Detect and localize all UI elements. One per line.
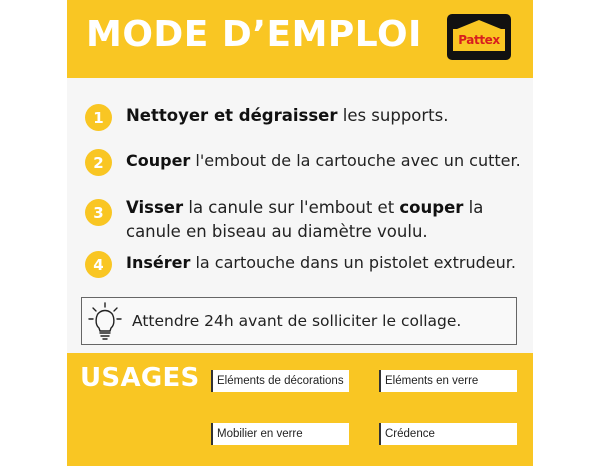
step-plain-text: la canule en biseau au diamètre voulu. bbox=[126, 198, 484, 241]
step-plain-text: l'embout de la cartouche avec un cutter. bbox=[190, 151, 521, 170]
step-1 bbox=[85, 104, 511, 131]
step-4 bbox=[85, 251, 526, 278]
step-text bbox=[126, 104, 511, 128]
step-2 bbox=[85, 149, 526, 176]
step-number-badge: 1 bbox=[85, 104, 112, 131]
usages-band bbox=[67, 353, 533, 466]
tip-text: Attendre 24h avant de solliciter le collage. bbox=[132, 312, 462, 330]
usage-item: Eléments de décorations bbox=[211, 370, 349, 392]
step-plain-text: la cartouche dans un pistolet extrudeur. bbox=[190, 253, 516, 272]
logo-text: Pattex bbox=[458, 33, 500, 47]
page-title: MODE D’EMPLOI bbox=[86, 14, 422, 55]
step-bold-text: Visser bbox=[126, 198, 184, 217]
header-band bbox=[67, 0, 533, 78]
logo-label-box bbox=[453, 29, 505, 51]
step-3 bbox=[85, 196, 511, 244]
step-number-badge: 2 bbox=[85, 149, 112, 176]
pattex-logo bbox=[447, 14, 511, 60]
instructions-card bbox=[67, 0, 533, 466]
step-plain-text: la canule sur l'embout et bbox=[183, 198, 400, 217]
tip-box bbox=[81, 297, 517, 345]
step-bold-text: Insérer bbox=[126, 253, 191, 272]
step-text bbox=[126, 196, 511, 244]
step-bold-text: Nettoyer et dégraisser bbox=[126, 106, 338, 125]
step-bold-text: Couper bbox=[126, 151, 191, 170]
step-plain-text: les supports. bbox=[337, 106, 449, 125]
usage-item: Crédence bbox=[379, 423, 517, 445]
logo-roof-shape bbox=[457, 20, 501, 29]
step-text bbox=[126, 251, 526, 275]
usage-item: Mobilier en verre bbox=[211, 423, 349, 445]
step-number-badge: 4 bbox=[85, 251, 112, 278]
step-text bbox=[126, 149, 526, 173]
step-bold-text: couper bbox=[399, 198, 464, 217]
step-number-badge: 3 bbox=[85, 199, 112, 226]
lightbulb-icon bbox=[88, 301, 122, 341]
usage-item: Eléments en verre bbox=[379, 370, 517, 392]
usages-title: USAGES bbox=[80, 363, 200, 393]
